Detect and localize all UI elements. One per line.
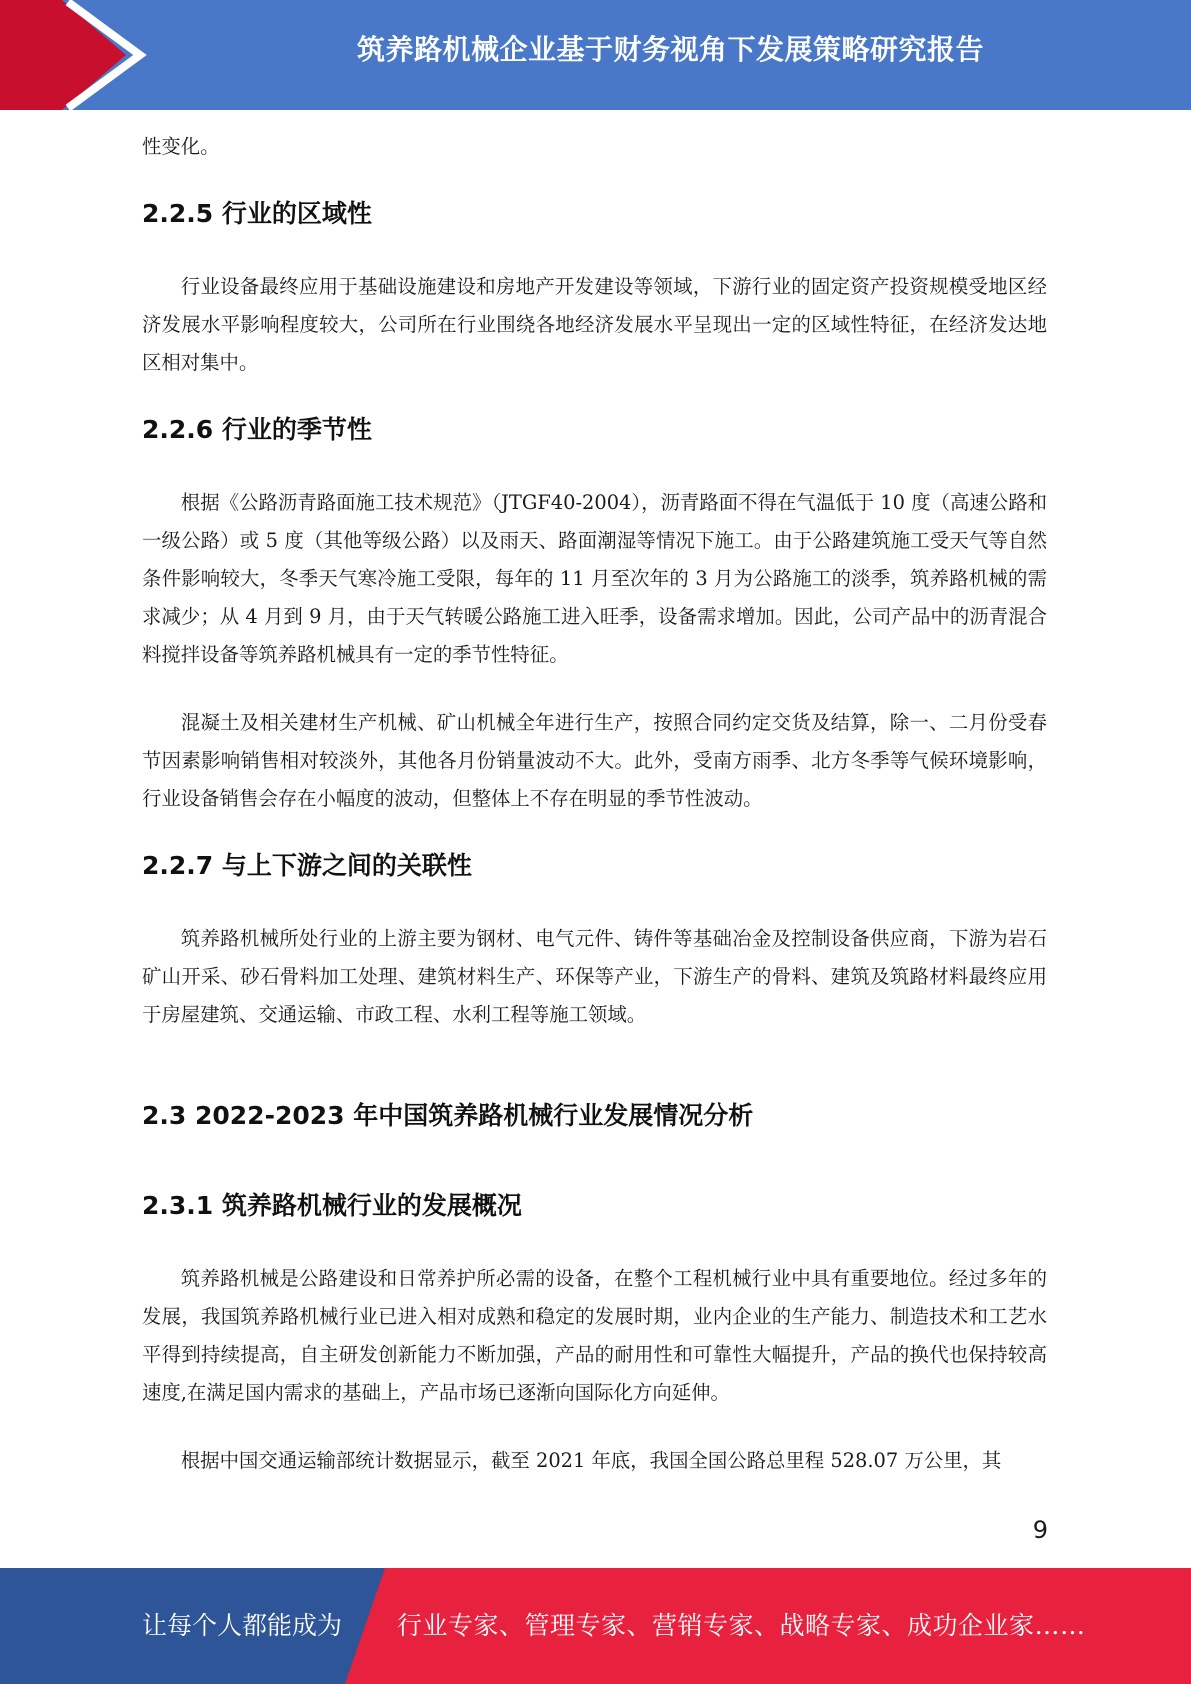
paragraph-seasonal-1: 根据《公路沥青路面施工技术规范》（JTGF40-2004），沥青路面不得在气温低于 10 度（高速公路和一级公路）或 5 度（其他等级公路）以及雨天、路面潮湿等情况下施工。由于公路建筑施工受天气等自然条件影响较大，冬季天气寒冷施工受限，每年的 11 月至次年的 3 月为公路施工的淡季，筑养路机械的需求减少；从 4 月到 9 月，由于天气转暖公路施工进入旺季，设备需求增加。因此，公司产品中的沥青混合料搅拌设备等筑养路机械具有一定的季节性特征。 xyxy=(142,491,1047,666)
paragraph-upstream-downstream: 筑养路机械所处行业的上游主要为钢材、电气元件、铸件等基础冶金及控制设备供应商，下游为岩石矿山开采、砂石骨料加工处理、建筑材料生产、环保等产业，下游生产的骨料、建筑及筑路材料最终应用于房屋建筑、交通运输、市政工程、水利工程等施工领域。 xyxy=(142,927,1047,1026)
page-footer xyxy=(0,1568,1191,1684)
header-arrow-decoration xyxy=(0,0,160,110)
section-heading-2-3-1: 2.3.1 筑养路机械行业的发展概况 xyxy=(142,1191,522,1220)
page-header xyxy=(0,0,1191,110)
section-heading-2-2-6: 2.2.6 行业的季节性 xyxy=(142,415,372,444)
section-heading-2-3: 2.3 2022-2023 年中国筑养路机械行业发展情况分析 xyxy=(142,1101,754,1130)
paragraph-regional: 行业设备最终应用于基础设施建设和房地产开发建设等领域，下游行业的固定资产投资规模受地区经济发展水平影响程度较大，公司所在行业围绕各地经济发展水平呈现出一定的区域性特征，在经济发达地区相对集中。 xyxy=(142,275,1047,374)
footer-slogan-right: 行业专家、管理专家、营销专家、战略专家、成功企业家…… xyxy=(397,1611,1086,1640)
section-heading-2-2-5: 2.2.5 行业的区域性 xyxy=(142,199,372,228)
carry-over-text: 性变化。 xyxy=(142,135,220,158)
page-content xyxy=(142,128,1047,1480)
paragraph-overview-2: 根据中国交通运输部统计数据显示，截至 2021 年底，我国全国公路总里程 528.07 万公里，其 xyxy=(180,1449,1002,1472)
paragraph-overview-1: 筑养路机械是公路建设和日常养护所必需的设备，在整个工程机械行业中具有重要地位。经过多年的发展，我国筑养路机械行业已进入相对成熟和稳定的发展时期，业内企业的生产能力、制造技术和工艺水平得到持续提高，自主研发创新能力不断加强，产品的耐用性和可靠性大幅提升，产品的换代也保持较高速度,在满足国内需求的基础上，产品市场已逐渐向国际化方向延伸。 xyxy=(142,1267,1047,1404)
footer-slogan-left: 让每个人都能成为 xyxy=(142,1611,343,1640)
section-heading-2-2-7: 2.2.7 与上下游之间的关联性 xyxy=(142,851,472,880)
page-number: 9 xyxy=(1032,1516,1048,1544)
report-title: 筑养路机械企业基于财务视角下发展策略研究报告 xyxy=(356,33,984,66)
paragraph-seasonal-2: 混凝土及相关建材生产机械、矿山机械全年进行生产，按照合同约定交货及结算，除一、二月份受春节因素影响销售相对较淡外，其他各月份销量波动不大。此外，受南方雨季、北方冬季等气候环境影响，行业设备销售会存在小幅度的波动，但整体上不存在明显的季节性波动。 xyxy=(142,711,1047,810)
